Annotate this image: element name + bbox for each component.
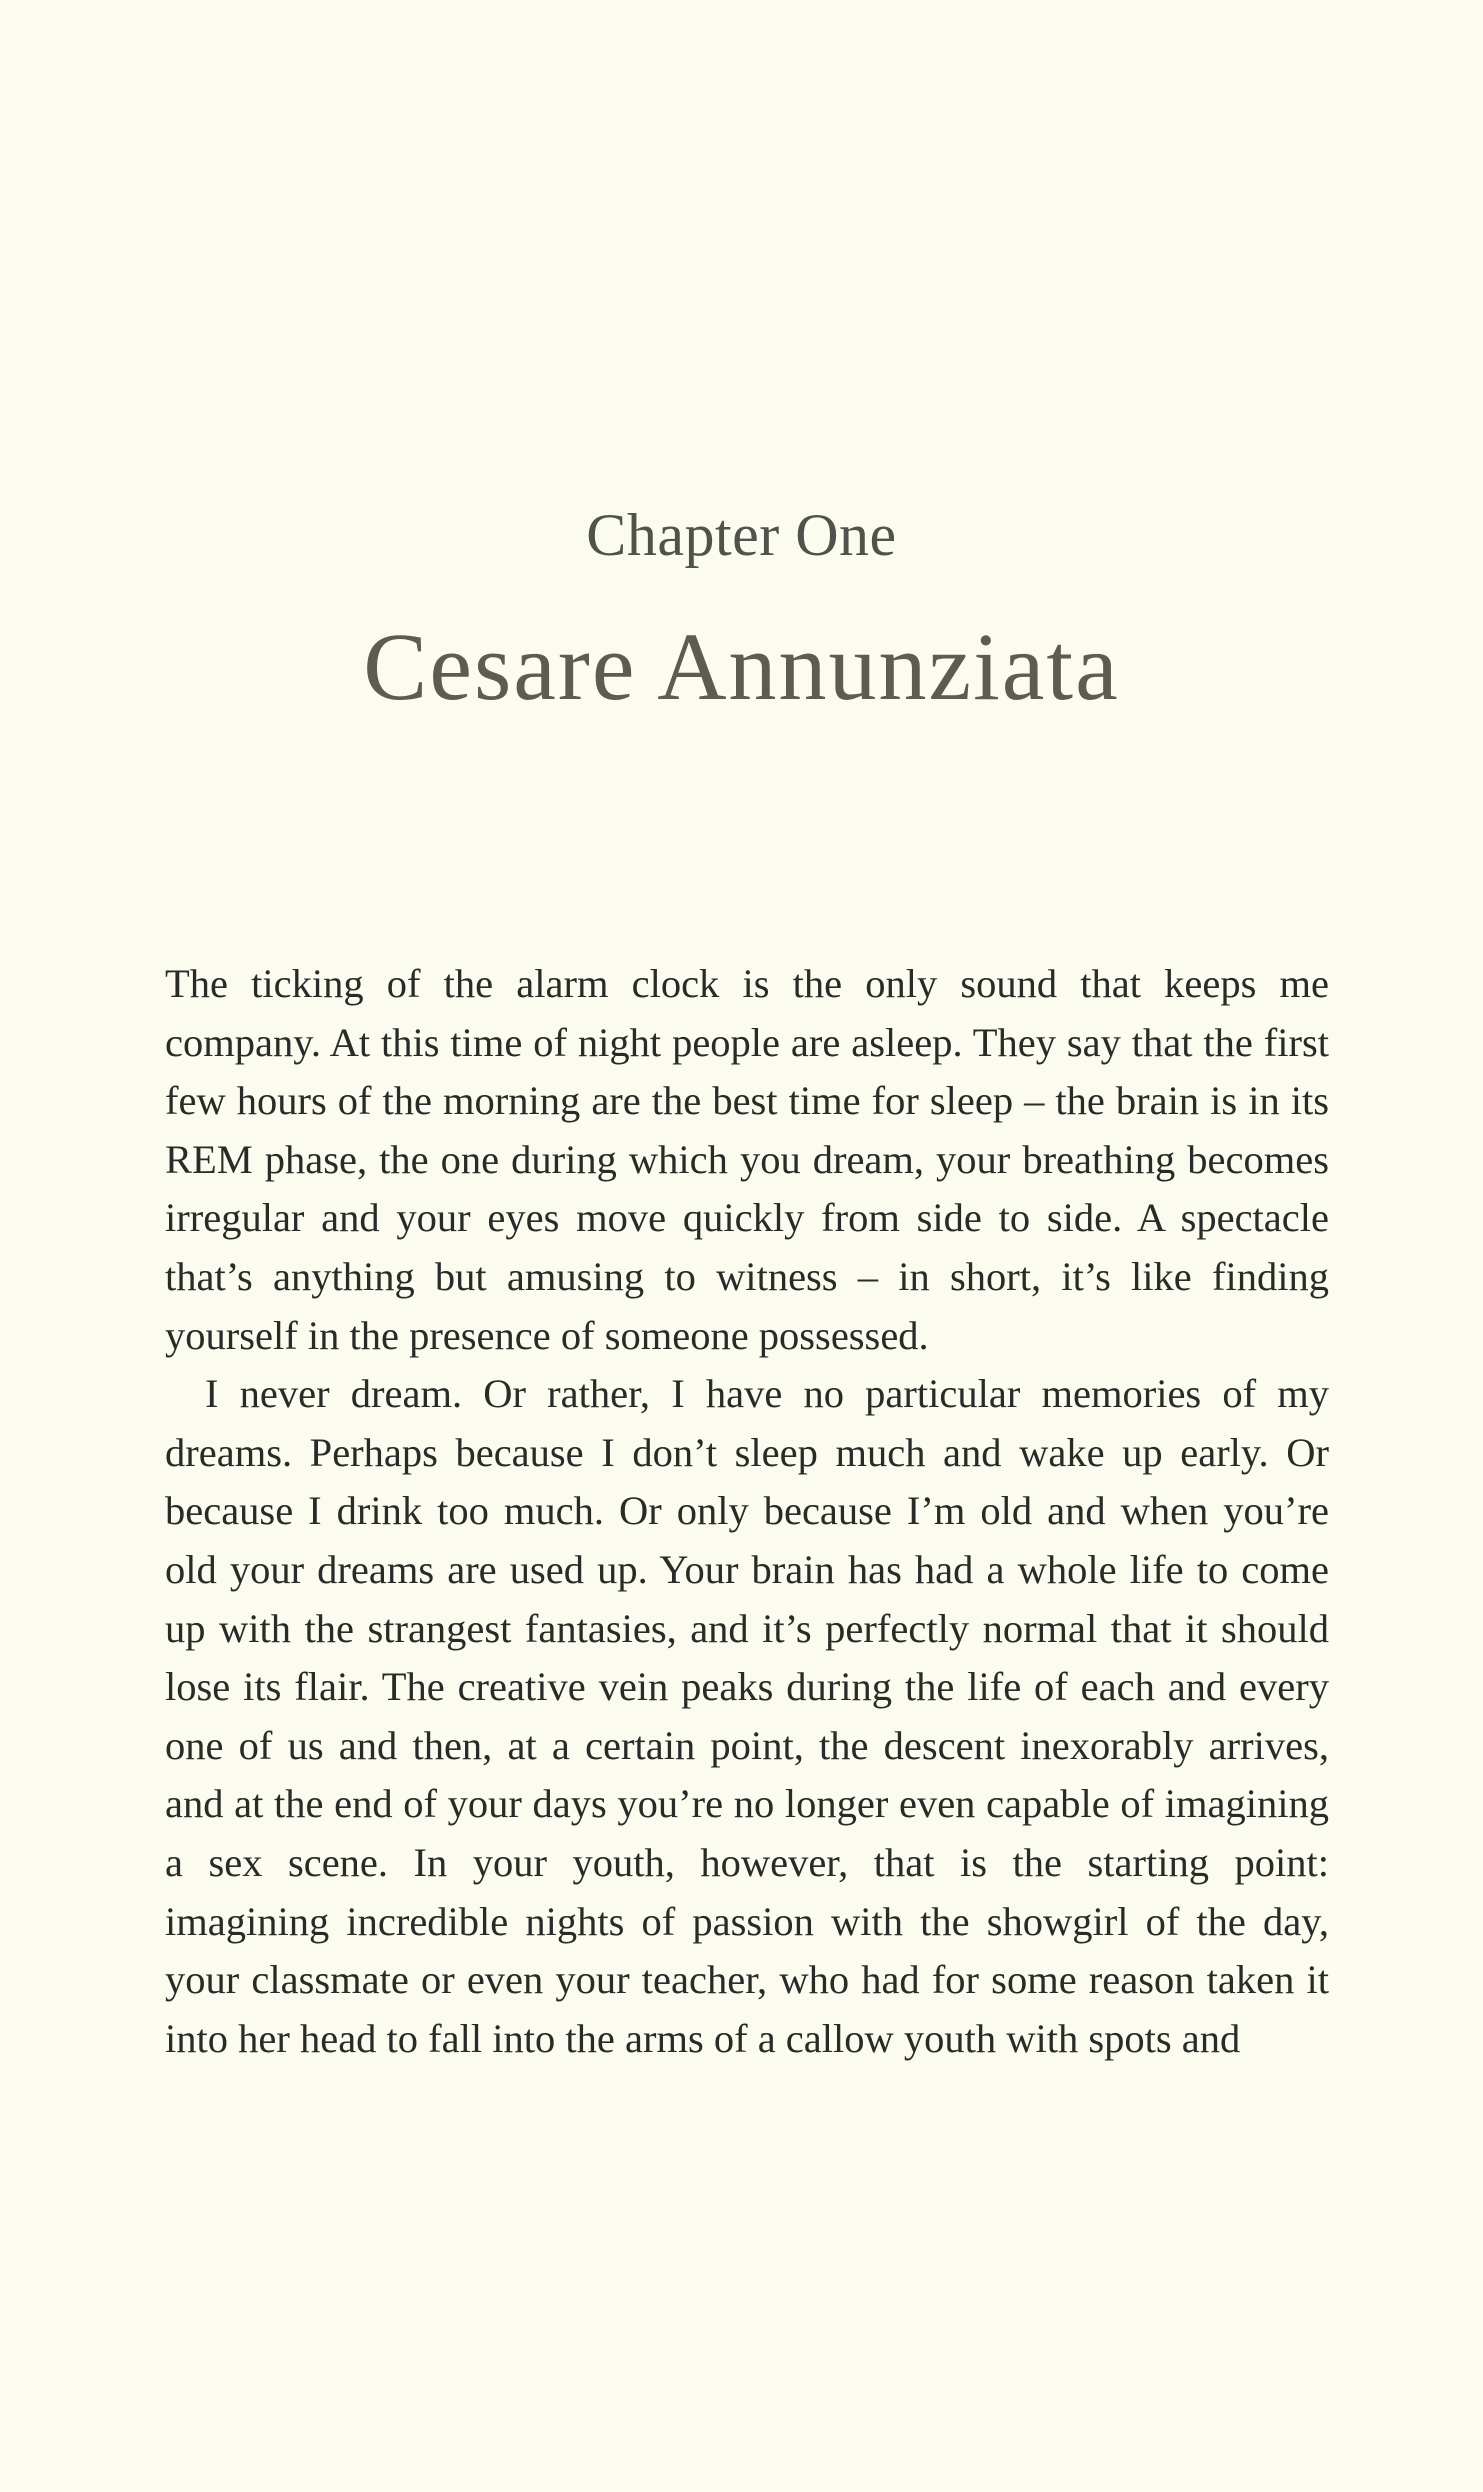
body-text (165, 955, 1329, 2068)
paragraph: The ticking of the alarm clock is the only sound that keeps me company. At this time of night people are asleep. They say that the first few hours of the morning are the best time for sleep – the brain is in its REM phase, the one during which you dream, your breathing becomes irregular and your eyes move quickly from side to side. A spectacle that’s anything but amusing to witness – in short, it’s like finding yourself in the presence of someone possessed. (165, 961, 1329, 1358)
chapter-title: Cesare Annunziata (363, 613, 1120, 720)
chapter-label: Chapter One (586, 502, 897, 568)
paragraph: I never dream. Or rather, I have no particular memories of my dreams. Perhaps because I don’t sleep much and wake up early. Or because I drink too much. Or only because I’m old and when you’re old your dreams are used up. Your brain has had a whole life to come up with the strangest fantasies, and it’s perfectly normal that it should lose its flair. The creative vein peaks during the life of each and every one of us and then, at a certain point, the descent inexorably arrives, and at the end of your days you’re no longer even capable of imagining a sex scene. In your youth, however, that is the starting point: imagining incredible nights of passion with the showgirl of the day, your classmate or even your teacher, who had for some reason taken it into her head to fall into the arms of a callow youth with spots and (165, 1371, 1329, 2061)
